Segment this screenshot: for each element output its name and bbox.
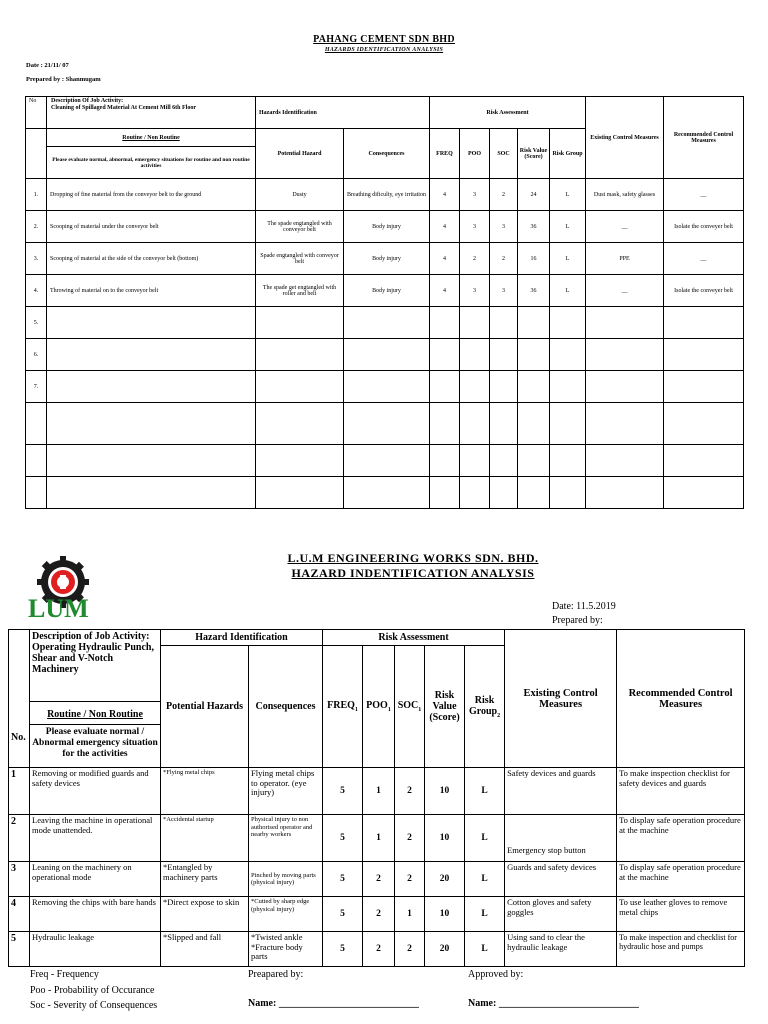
row-existing: __ [586,275,664,307]
section1-date: Date : 21/11/ 07 [26,62,69,69]
section2-subtitle: HAZARD INDENTIFICATION ANALYSIS [291,566,535,580]
header-existing: Existing Control Measures [586,97,664,179]
table-row [26,211,744,243]
header-hazards-identification: Hazards Identification [256,97,430,129]
row-freq: 4 [430,275,460,307]
section2-date: Date: 11.5.2019 [552,601,616,612]
row-consequence [344,307,430,339]
row-recommended: Isolate the conveyer belt [664,275,744,307]
header-potential-hazards: Potential Hazards [161,646,249,768]
row-no: 6. [26,339,47,371]
row-hazard [256,371,344,403]
header-freq: $FREQ_1$ [323,646,363,768]
row-score [518,339,550,371]
row-soc: 2 [395,768,425,815]
row-soc: 2 [490,179,518,211]
row-recommended: To make inspection checklist for safety devices and guards [617,768,745,815]
row-soc [490,307,518,339]
footer-prepared-by: Preapared by: [248,969,304,980]
row-consequence: *Cutted by sharp edge (physical injury) [249,897,323,932]
header-consequences: Consequences [344,129,430,179]
row-soc: 3 [490,275,518,307]
prepared-name-field[interactable]: Name: ____________________________ [248,998,419,1009]
row-score [518,307,550,339]
section2-hazard-table [8,629,745,967]
row-score: 10 [425,768,465,815]
row-group: L [550,243,586,275]
row-consequence: Flying metal chips to operator. (eye injury) [249,768,323,815]
row-existing: Using sand to clear the hydraulic leakage [505,932,617,967]
row-freq [430,371,460,403]
row-recommended: __ [664,179,744,211]
row-soc: 2 [395,862,425,897]
row-activity: Scooping of material at the side of the conveyor belt (bottom) [47,243,256,275]
row-no: 2 [9,815,30,862]
row-activity: Leaving the machine in operational mode unattended. [30,815,161,862]
row-freq: 4 [430,243,460,275]
row-soc [490,339,518,371]
row-group: L [465,815,505,862]
freq-label: FREQ [327,700,355,711]
row-consequence: *Twisted ankle *Fracture body parts [249,932,323,967]
header-description [47,97,256,129]
header-no: No [26,97,47,129]
header-risk-assessment: Risk Assessment [430,97,586,129]
row-consequence: Pinched by moving parts (physical injury) [249,862,323,897]
row-recommended [664,307,744,339]
row-activity: Throwing of material on to the conveyor belt [47,275,256,307]
legend-soc: Soc - Severity of Consequences [30,1000,158,1011]
row-consequence [344,371,430,403]
row-activity: Scooping of material under the conveyor belt [47,211,256,243]
header-no: No. [11,732,26,743]
row-hazard [256,339,344,371]
header-hazard-identification: Hazard Identification [161,630,323,646]
routine-text: Routine / Non Routine [47,709,143,720]
row-existing: __ [586,211,664,243]
row-existing [586,371,664,403]
table-row-blank [26,403,744,445]
section1-company-title: PAHANG CEMENT SDN BHD [313,34,455,45]
row-poo [460,371,490,403]
row-existing [586,339,664,371]
section1-hazard-table [25,96,744,509]
row-freq: 5 [323,815,363,862]
row-poo: 1 [363,815,395,862]
header-poo: POO [460,129,490,179]
row-soc: 2 [395,932,425,967]
row-consequence [344,339,430,371]
row-recommended: Isolate the conveyer belt [664,211,744,243]
row-existing: Guards and safety devices [505,862,617,897]
row-activity: Leaning on the machinery on operational mode [30,862,161,897]
job-title: Cleaning of Spillaged Material At Cement Mill 6th Floor [51,105,196,111]
row-group [550,339,586,371]
row-hazard [256,307,344,339]
row-existing: Dust mask, safety glasses [586,179,664,211]
row-existing: Cotton gloves and safety goggles [505,897,617,932]
row-group: L [465,932,505,967]
table-row [9,815,745,862]
header-soc: $SOC_1$ [395,646,425,768]
row-group: L [550,179,586,211]
section1-prepared-by: Prepared by : Shanmugam [26,76,101,83]
routine-evaluate-cell [30,702,161,768]
row-recommended: To display safe operation procedure at the machine [617,815,745,862]
poo-label: POO [366,700,388,711]
row-activity: Removing the chips with bare hands [30,897,161,932]
row-poo: 2 [363,932,395,967]
row-consequence: Body injury [344,275,430,307]
row-recommended: To display safe operation procedure at the machine [617,862,745,897]
header-soc: SOC [490,129,518,179]
row-score: 36 [518,211,550,243]
header-consequences: Consequences [249,646,323,768]
row-poo: 2 [363,897,395,932]
row-score: 20 [425,932,465,967]
row-hazard: *Slipped and fall [161,932,249,967]
table-row [26,307,744,339]
row-poo: 3 [460,179,490,211]
table-row [9,768,745,815]
row-score: 10 [425,897,465,932]
row-soc [490,371,518,403]
header-freq: FREQ [430,129,460,179]
row-score: 24 [518,179,550,211]
row-activity [47,339,256,371]
table-row-blank [26,477,744,509]
row-consequence: Physical injury to non authorised operator and nearby workers [249,815,323,862]
row-hazard: *Flying metal chips [161,768,249,815]
row-score: 10 [425,815,465,862]
row-soc: 3 [490,211,518,243]
row-freq: 5 [323,768,363,815]
section2-prepared-by: Prepared by: [552,615,603,626]
row-group [550,371,586,403]
section1-subtitle: HAZARDS IDENTIFICATION ANALYSIS [324,47,444,53]
legend-poo: Poo - Probability of Occurance [30,985,155,996]
row-group: L [550,211,586,243]
logo-text: LUM [28,594,89,619]
row-consequence: Body injury [344,243,430,275]
row-score: 20 [425,862,465,897]
row-recommended: To use leather gloves to remove metal chips [617,897,745,932]
row-no: 1 [9,768,30,815]
row-recommended [664,371,744,403]
table-row-blank [26,445,744,477]
row-poo: 2 [363,862,395,897]
section2-company-title: L.U.M ENGINEERING WORKS SDN. BHD. [287,551,539,565]
header-risk-value: Risk Value (Score) [518,129,550,179]
routine-label [30,707,160,725]
row-score [518,371,550,403]
row-freq: 5 [323,897,363,932]
approved-name-field[interactable]: Name: ____________________________ [468,998,639,1009]
row-no: 4. [26,275,47,307]
row-no: 1. [26,179,47,211]
row-existing [586,307,664,339]
table-row [9,862,745,897]
row-freq: 5 [323,932,363,967]
table-row [9,932,745,967]
row-no: 7. [26,371,47,403]
row-freq [430,339,460,371]
row-consequence: Body injury [344,211,430,243]
row-activity: Hydraulic leakage [30,932,161,967]
header-risk-value: Risk Value (Score) [425,646,465,768]
legend-freq: Freq - Frequency [30,969,99,980]
row-hazard: Dusty [256,179,344,211]
soc-label: SOC [397,700,419,711]
row-activity: Dropping of fine material from the conveyor belt to the ground [47,179,256,211]
risk-group-label: Risk Group [468,694,498,717]
row-existing: Safety devices and guards [505,768,617,815]
row-soc: 1 [395,897,425,932]
row-existing: PPE [586,243,664,275]
header-recommended: Recommended Control Measures [664,97,744,179]
row-freq: 4 [430,179,460,211]
row-group: L [465,897,505,932]
row-poo [460,339,490,371]
header-recommended: Recommended Control Measures [617,630,745,768]
row-freq: 4 [430,211,460,243]
row-group: L [465,768,505,815]
footer-approved-by: Approved by: [468,969,524,980]
row-no: 2. [26,211,47,243]
table-row [26,275,744,307]
row-soc: 2 [395,815,425,862]
row-poo: 3 [460,275,490,307]
row-consequence: Breathing dificulty, eye irritation [344,179,430,211]
header-no-cell [9,630,30,768]
row-group [550,307,586,339]
header-no-spacer [26,129,47,179]
header-risk-group: Risk Group [550,129,586,179]
evaluate-note: Please evaluate normal, abnormal, emergency situations for routine and non routine activities [47,147,256,179]
row-hazard: *Entangled by machinery parts [161,862,249,897]
description-label: Description Of Job Activity: [51,98,124,104]
row-hazard: *Direct expose to skin [161,897,249,932]
row-hazard: *Accidental startup [161,815,249,862]
row-score: 16 [518,243,550,275]
row-poo: 1 [363,768,395,815]
row-hazard: Spade engtangled with conveyor belt [256,243,344,275]
table-row [26,339,744,371]
header-risk-assessment: Risk Assessment [323,630,505,646]
row-no: 5. [26,307,47,339]
table-row [26,243,744,275]
table-row [26,371,744,403]
routine-text: Routine / Non Routine [122,134,180,141]
row-recommended: To make inspection and checklist for hydraulic hose and pumps [617,932,745,967]
row-no: 3. [26,243,47,275]
row-group: L [465,862,505,897]
routine-label [47,129,256,147]
row-hazard: The spade get engtangled with roller and belt [256,275,344,307]
row-no: 4 [9,897,30,932]
header-existing: Existing Control Measures [505,630,617,768]
row-poo: 2 [460,243,490,275]
row-group: L [550,275,586,307]
header-poo: $POO_1$ [363,646,395,768]
evaluate-note: Please evaluate normal / Abnormal emergency situation for the activities [32,727,158,759]
row-activity [47,371,256,403]
table-row [9,897,745,932]
header-risk-group: Risk Group$_2$ [465,646,505,768]
header-potential-hazard: Potential Hazard [256,129,344,179]
row-freq: 5 [323,862,363,897]
row-poo [460,307,490,339]
row-existing: Emergency stop button [505,815,617,862]
row-no: 5 [9,932,30,967]
table-row [26,179,744,211]
row-poo: 3 [460,211,490,243]
header-description: Description of Job Activity: Operating Hydraulic Punch, Shear and V-Notch Machinery [30,630,161,702]
row-freq [430,307,460,339]
row-soc: 2 [490,243,518,275]
row-activity: Removing or modified guards and safety devices [30,768,161,815]
row-activity [47,307,256,339]
row-no: 3 [9,862,30,897]
row-hazard: The spade engtangled with conveyor belt [256,211,344,243]
row-recommended [664,339,744,371]
row-score: 36 [518,275,550,307]
row-recommended: __ [664,243,744,275]
